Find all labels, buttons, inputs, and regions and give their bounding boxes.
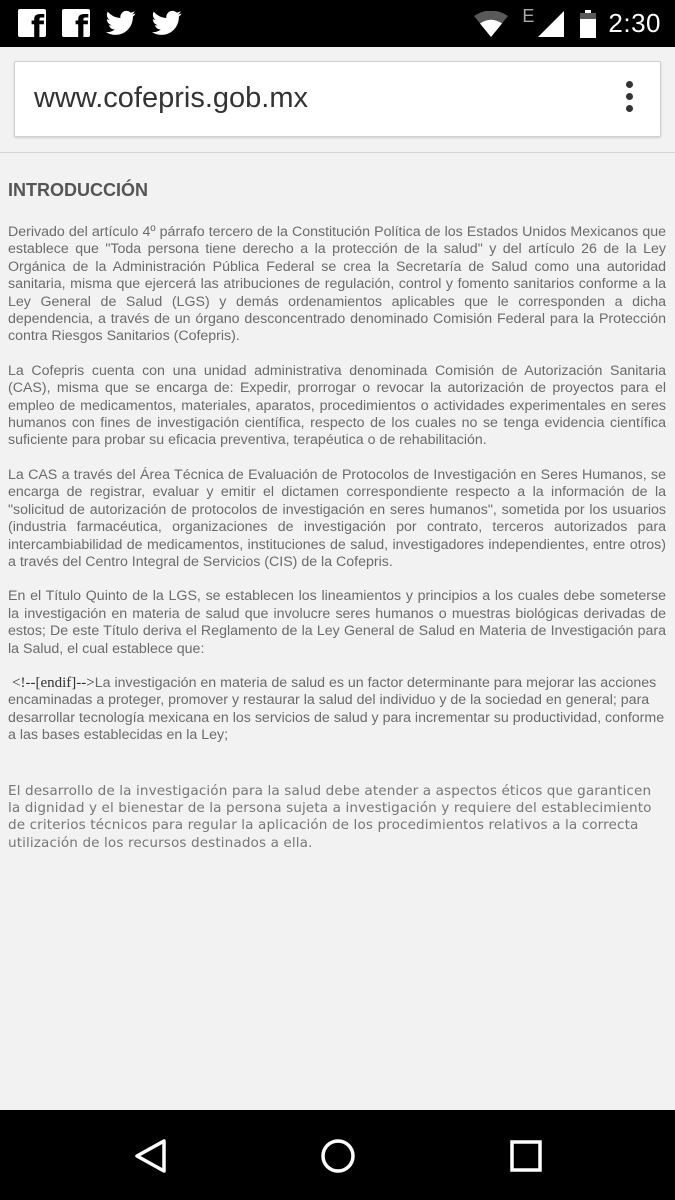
battery-icon — [580, 10, 596, 38]
twitter-icon — [106, 9, 136, 37]
clock: 2:30 — [608, 8, 661, 38]
comment-marker: <!--[endif]--> — [12, 674, 95, 691]
closing-paragraph: El desarrollo de la investigación para la salud debe atender a aspectos éticos que garanticen la dignidad y el bienestar de la persona sujeta a investigación y requiere del establecimiento de criterios técnicos para regular la aplicación de los procedimientos relativos a la correcta utilización de los recursos destinados a ella. — [8, 782, 652, 851]
quote-text: La investigación en materia de salud es un factor determinante para mejorar las acciones encaminadas a proteger, promover y restaurar la salud del individuo y de la sociedad en general; para desarrollar tecnología mexicana en los servicios de salud y para incrementar su productividad, conforme a las bases establecidas en la Ley; — [8, 674, 665, 744]
recents-icon[interactable] — [506, 1136, 546, 1176]
paragraph: Derivado del artículo 4º párrafo tercero de la Constitución Política de los Estados Unidos Mexicanos que establece que "Toda persona tiene derecho a la protección de la salud" y del artículo 26 de la Ley Orgánica de la Administración Pública Federal se crea la Secretaría de Salud como una autoridad sanitaria, misma que ejercerá las atribuciones de regulación, control y fomento sanitarios conforme a la Ley General de Salud (LGS) y demás ordenamientos aplicables que le corresponden a dicha dependencia, a través de un órgano desconcentrado denominado Comisión Federal para la Protección contra Riesgos Sanitarios (Cofepris). — [8, 224, 666, 345]
url-bar[interactable] — [14, 61, 661, 137]
page-content — [8, 178, 666, 866]
facebook-icon: f — [62, 9, 90, 37]
paragraph: En el Título Quinto de la LGS, se establecen los lineamientos y principios a los cuales debe someterse la investigación en materia de salud que involucre seres humanos o muestras biológicas derivadas de estos; De este Título deriva el Reglamento de la Ley General de Salud en Materia de Investigación para la Salud, el cual establece que: — [8, 588, 666, 657]
quote-paragraph — [8, 675, 666, 745]
wifi-icon — [474, 11, 508, 37]
browser-toolbar — [0, 47, 675, 153]
home-icon[interactable] — [318, 1136, 358, 1176]
page-heading: INTRODUCCIÓN — [8, 180, 148, 200]
back-icon[interactable] — [130, 1136, 170, 1176]
more-vert-icon[interactable] — [624, 81, 634, 117]
paragraph: La CAS a través del Área Técnica de Evaluación de Protocolos de Investigación en Seres Humanos, se encarga de registrar, evaluar y emitir el dictamen correspondiente respecto a la información de la "solicitud de autorización de protocolos de investigación en seres humanos", sometida por los usuarios (industria farmacéutica, organizaciones de investigación por contrato, terceros autorizados para intercambiabilidad de medicamentos, instituciones de salud, investigadores independientes, entre otros) a través del Centro Integral de Servicios (CIS) de la Cofepris. — [8, 466, 666, 570]
url-text[interactable]: www.cofepris.gob.mx — [34, 82, 308, 114]
status-bar — [0, 0, 675, 47]
signal-icon — [538, 11, 564, 37]
system-icons — [474, 0, 661, 47]
notification-icons — [18, 9, 182, 37]
network-type-label: E — [522, 6, 535, 26]
facebook-icon: f — [18, 9, 46, 37]
twitter-icon — [152, 9, 182, 37]
paragraph: La Cofepris cuenta con una unidad administrativa denominada Comisión de Autorización Sanitaria (CAS), misma que se encarga de: Expedir, prorrogar o revocar la autorización de proyectos para el empleo de medicamentos, materiales, aparatos, procedimientos o actividades experimentales en seres humanos con fines de investigación científica, respecto de los cuales no se tenga evidencia científica suficiente para probar su eficacia preventiva, terapéutica o de rehabilitación. — [8, 362, 666, 449]
navigation-bar — [0, 1110, 675, 1200]
